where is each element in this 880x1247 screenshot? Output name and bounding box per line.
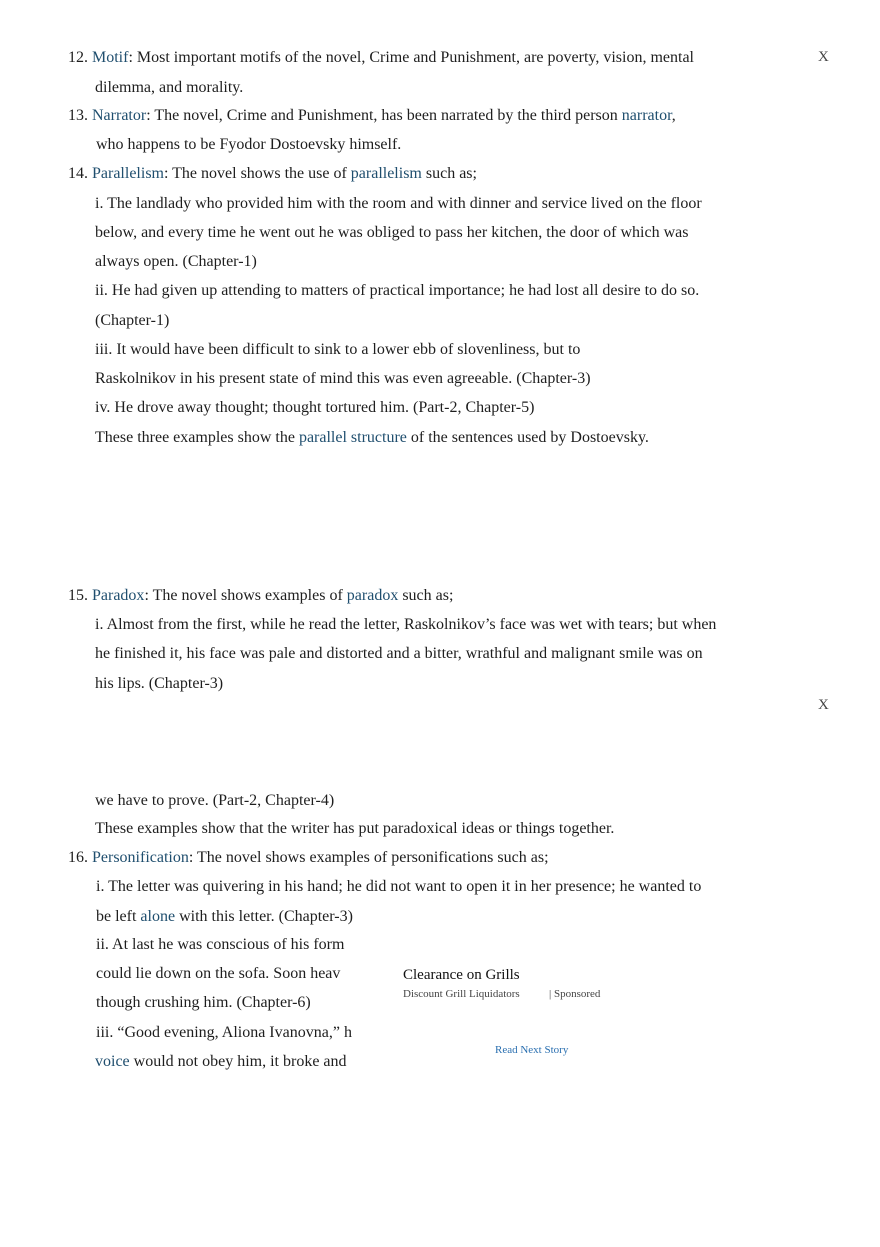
example-line: ii. At last he was conscious of his form: [96, 936, 345, 953]
item-text: : Most important motifs of the novel, Crime and Punishment, are poverty, vision, mental: [128, 49, 694, 66]
item-number: 14.: [68, 165, 88, 182]
ad-sponsored-label: | Sponsored: [549, 988, 601, 1000]
example-line: iii. “Good evening, Aliona Ivanovna,” h: [96, 1024, 352, 1041]
item-text: : The novel shows the use of: [163, 165, 351, 182]
example-line: he finished it, his face was pale and distorted and a bitter, wrathful and malignant smile was on: [95, 645, 703, 662]
ad-source: Discount Grill Liquidators: [403, 988, 520, 1000]
inline-link-parallelism[interactable]: parallelism: [350, 165, 422, 182]
item-13-line-2: who happens to be Fyodor Dostoevsky himself.: [96, 136, 402, 153]
item-14-line-1: [68, 164, 477, 184]
inline-link-paradox[interactable]: paradox: [346, 587, 399, 604]
example-line: ii. He had given up attending to matters of practical importance; he had lost all desire to do so.: [95, 282, 700, 299]
summary-text: These three examples show the: [95, 429, 299, 446]
ad-title[interactable]: Clearance on Grills: [403, 967, 520, 983]
example-line: [95, 1052, 347, 1072]
example-line: i. The landlady who provided him with the room and with dinner and service lived on the floor: [95, 195, 702, 212]
example-line: though crushing him. (Chapter-6): [96, 994, 311, 1011]
example-line: could lie down on the sofa. Soon heav: [96, 965, 341, 982]
read-next-story-link[interactable]: Read Next Story: [495, 1044, 569, 1056]
summary-text: of the sentences used by Dostoevsky.: [406, 429, 649, 446]
example-line: iii. It would have been difficult to sink to a lower ebb of slovenliness, but to: [95, 341, 581, 358]
term-link-narrator[interactable]: Narrator: [92, 107, 147, 124]
close-button-top[interactable]: X: [818, 49, 829, 65]
example-line: i. Almost from the first, while he read the letter, Raskolnikov’s face was wet with tears; but when: [95, 616, 717, 633]
item-number: 12.: [68, 49, 88, 66]
term-link-motif[interactable]: Motif: [92, 49, 129, 66]
item-text: : The novel, Crime and Punishment, has been narrated by the third person: [146, 107, 622, 124]
inline-link-alone[interactable]: alone: [140, 908, 176, 925]
item-15-line-1: [68, 586, 453, 606]
item-16-line-1: [68, 848, 549, 868]
item-text: : The novel shows examples of: [144, 587, 347, 604]
example-line: we have to prove. (Part-2, Chapter-4): [95, 792, 335, 809]
inline-link-narrator[interactable]: narrator: [621, 107, 672, 124]
item-text: such as;: [398, 587, 454, 604]
example-line: always open. (Chapter-1): [95, 253, 257, 270]
item-13-line-1: [68, 106, 676, 126]
item-number: 16.: [68, 849, 88, 866]
example-line: [96, 907, 353, 927]
example-text: with this letter. (Chapter-3): [175, 908, 353, 925]
example-line: Raskolnikov in his present state of mind this was even agreeable. (Chapter-3): [95, 370, 591, 387]
example-text: be left: [96, 908, 141, 925]
item-text: : The novel shows examples of personifications such as;: [188, 849, 549, 866]
example-line: (Chapter-1): [95, 312, 170, 329]
item-number: 15.: [68, 587, 88, 604]
example-line: iv. He drove away thought; thought tortured him. (Part-2, Chapter-5): [95, 399, 535, 416]
example-line: i. The letter was quivering in his hand; he did not want to open it in her presence; he wanted to: [96, 878, 702, 895]
inline-link-voice[interactable]: voice: [95, 1053, 130, 1070]
example-text: would not obey him, it broke and: [129, 1053, 347, 1070]
example-line: his lips. (Chapter-3): [95, 675, 224, 692]
term-link-parallelism[interactable]: Parallelism: [92, 165, 164, 182]
item-15-summary: These examples show that the writer has put paradoxical ideas or things together.: [95, 820, 615, 837]
item-12-line-2: dilemma, and morality.: [95, 79, 244, 96]
close-button-middle[interactable]: X: [818, 697, 829, 713]
example-line: below, and every time he went out he was obliged to pass her kitchen, the door of which was: [95, 224, 689, 241]
item-number: 13.: [68, 107, 88, 124]
item-12-line-1: [68, 48, 694, 68]
inline-link-parallel-structure[interactable]: parallel structure: [298, 429, 407, 446]
item-text: such as;: [421, 165, 477, 182]
term-link-personification[interactable]: Personification: [92, 849, 189, 866]
term-link-paradox[interactable]: Paradox: [92, 587, 145, 604]
item-14-summary: [95, 428, 649, 448]
item-text: ,: [671, 107, 676, 124]
